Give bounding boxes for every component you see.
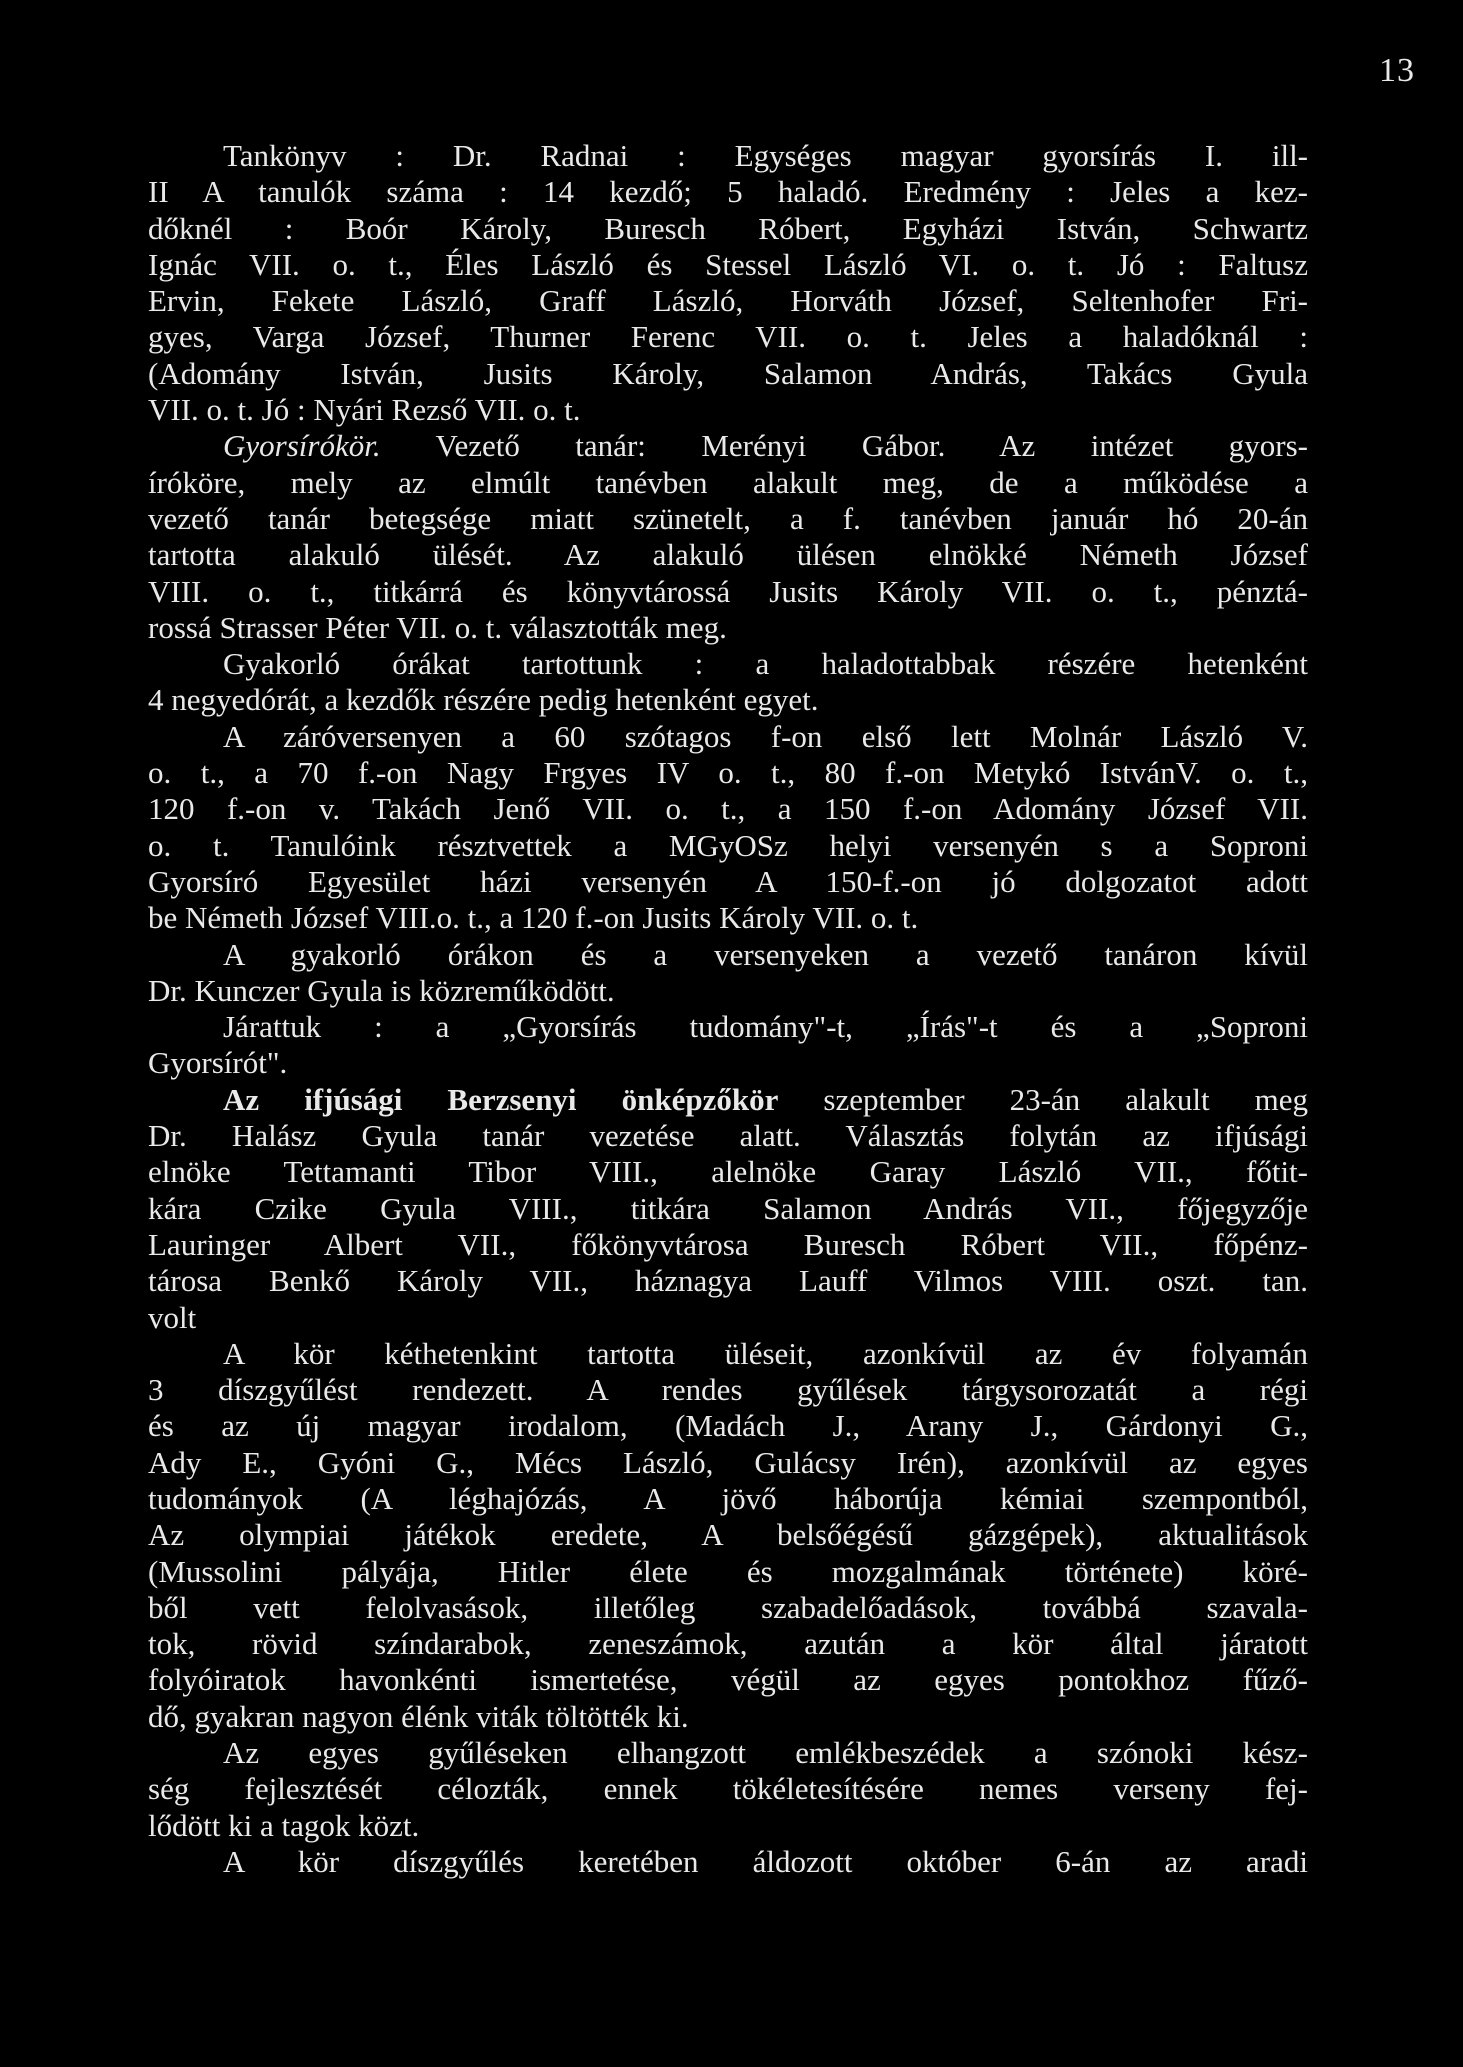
text-line: 3 díszgyűlést rendezett. A rendes gyűlések tárgysorozatát a régi [148,1372,1308,1408]
text-line: II A tanulók száma : 14 kezdő; 5 haladó. Eredmény : Jeles a kez- [148,174,1308,210]
text-line: Gyorsírókör. Vezető tanár: Merényi Gábor. Az intézet gyors- [223,428,1308,464]
text-line: Lauringer Albert VII., főkönyvtárosa Buresch Róbert VII., főpénz- [148,1226,1308,1262]
text-line: o. t., a 70 f.-on Nagy Frgyes IV o. t., 80 f.-on Metykó IstvánV. o. t., [148,755,1308,791]
text-line: elnöke Tettamanti Tibor VIII., alelnöke Garay László VII., főtit- [148,1154,1308,1190]
text-line: tartotta alakuló ülését. Az alakuló ülésen elnökké Németh József [148,537,1308,573]
text-line: Ignác VII. o. t., Éles László és Stessel László VI. o. t. Jó : Faltusz [148,246,1308,282]
text-line: tudományok (A léghajózás, A jövő háborúja kémiai szempontból, [148,1480,1308,1516]
text-line: kára Czike Gyula VIII., titkára Salamon András VII., főjegyzője [148,1190,1308,1226]
text-line: lődött ki a tagok közt. [148,1807,420,1843]
text-line: 120 f.-on v. Takách Jenő VII. o. t., a 150 f.-on Adomány József VII. [148,791,1308,827]
text-line: Az ifjúsági Berzsenyi önképzőkör szeptember 23-án alakult meg [223,1081,1308,1117]
section-heading-italic: Gyorsírókör. [223,428,381,464]
text-line: o. t. Tanulóink résztvettek a MGyOSz helyi versenyén s a Soproni [148,827,1308,863]
text-line: VIII. o. t., titkárrá és könyvtárossá Jusits Károly VII. o. t., pénztá- [148,573,1308,609]
text-line: Dr. Kunczer Gyula is közreműködött. [148,972,615,1008]
text-line: Tankönyv : Dr. Radnai : Egységes magyar gyorsírás I. ill- [223,138,1308,173]
text-line: dőknél : Boór Károly, Buresch Róbert, Egyházi István, Schwartz [148,210,1308,246]
text-line: vezető tanár betegsége miatt szünetelt, a f. tanévben január hó 20-án [148,500,1308,536]
text-line: Az olympiai játékok eredete, A belsőégésű gázgépek), aktualitások [148,1517,1308,1553]
text-line: tárosa Benkő Károly VII., háznagya Lauff Vilmos VIII. oszt. tan. [148,1263,1308,1299]
text-line: VII. o. t. Jó : Nyári Rezső VII. o. t. [148,392,581,428]
text-line: Gyorsíró Egyesület házi versenyén A 150-f.-on jó dolgozatot adott [148,863,1308,899]
text-line: (Mussolini pályája, Hitler élete és mozgalmának története) köré- [148,1553,1308,1589]
text-line: Az egyes gyűléseken elhangzott emlékbeszédek a szónoki kész- [223,1735,1308,1771]
text-line: Járattuk : a „Gyorsírás tudomány"-t, „Írás"-t és a „Soproni [223,1009,1308,1045]
text-line: A kör kéthetenkint tartotta üléseit, azonkívül az év folyamán [223,1335,1308,1371]
text-line: be Németh József VIII.o. t., a 120 f.-on Jusits Károly VII. o. t. [148,900,919,936]
text-line: A záróversenyen a 60 szótagos f-on első lett Molnár László V. [223,718,1308,754]
text-line: Dr. Halász Gyula tanár vezetése alatt. Választás folytán az ifjúsági [148,1118,1308,1154]
text-line: (Adomány István, Jusits Károly, Salamon András, Takács Gyula [148,355,1308,391]
page-number: 13 [1379,52,1415,89]
text-line: volt [148,1299,197,1335]
text-line: A kör díszgyűlés keretében áldozott október 6-án az aradi [223,1843,1308,1879]
text-line: A gyakorló órákon és a versenyeken a vezető tanáron kívül [223,936,1308,972]
text-line: folyóiratok havonkénti ismertetése, végül az egyes pontokhoz fűző- [148,1662,1308,1698]
text-line: íróköre, mely az elmúlt tanévben alakult meg, de a működése a [148,464,1308,500]
text-line: ből vett felolvasások, illetőleg szabadelőadások, továbbá szavala- [148,1589,1308,1625]
text-line: dő, gyakran nagyon élénk viták töltötték ki. [148,1698,689,1734]
text-line: ség fejlesztését célozták, ennek tökéletesítésére nemes verseny fej- [148,1771,1308,1807]
text-line: gyes, Varga József, Thurner Ferenc VII. o. t. Jeles a haladóknál : [148,319,1308,355]
text-line: Ady E., Gyóni G., Mécs László, Gulácsy Irén), azonkívül az egyes [148,1444,1308,1480]
text-line: tok, rövid színdarabok, zeneszámok, azután a kör által járatott [148,1626,1308,1662]
text-line: Gyakorló órákat tartottunk : a haladottabbak részére hetenként [223,646,1308,682]
section-heading-bold: Az ifjúsági Berzsenyi önképzőkör [223,1081,779,1117]
text-line: Gyorsírót". [148,1045,288,1081]
text-line: 4 negyedórát, a kezdők részére pedig hetenként egyet. [148,682,819,718]
text-line: Ervin, Fekete László, Graff László, Horváth József, Seltenhofer Fri- [148,283,1308,319]
text-line: és az új magyar irodalom, (Madách J., Arany J., Gárdonyi G., [148,1408,1308,1444]
text-line: rossá Strasser Péter VII. o. t. választották meg. [148,609,727,645]
body-text [148,138,1308,1880]
